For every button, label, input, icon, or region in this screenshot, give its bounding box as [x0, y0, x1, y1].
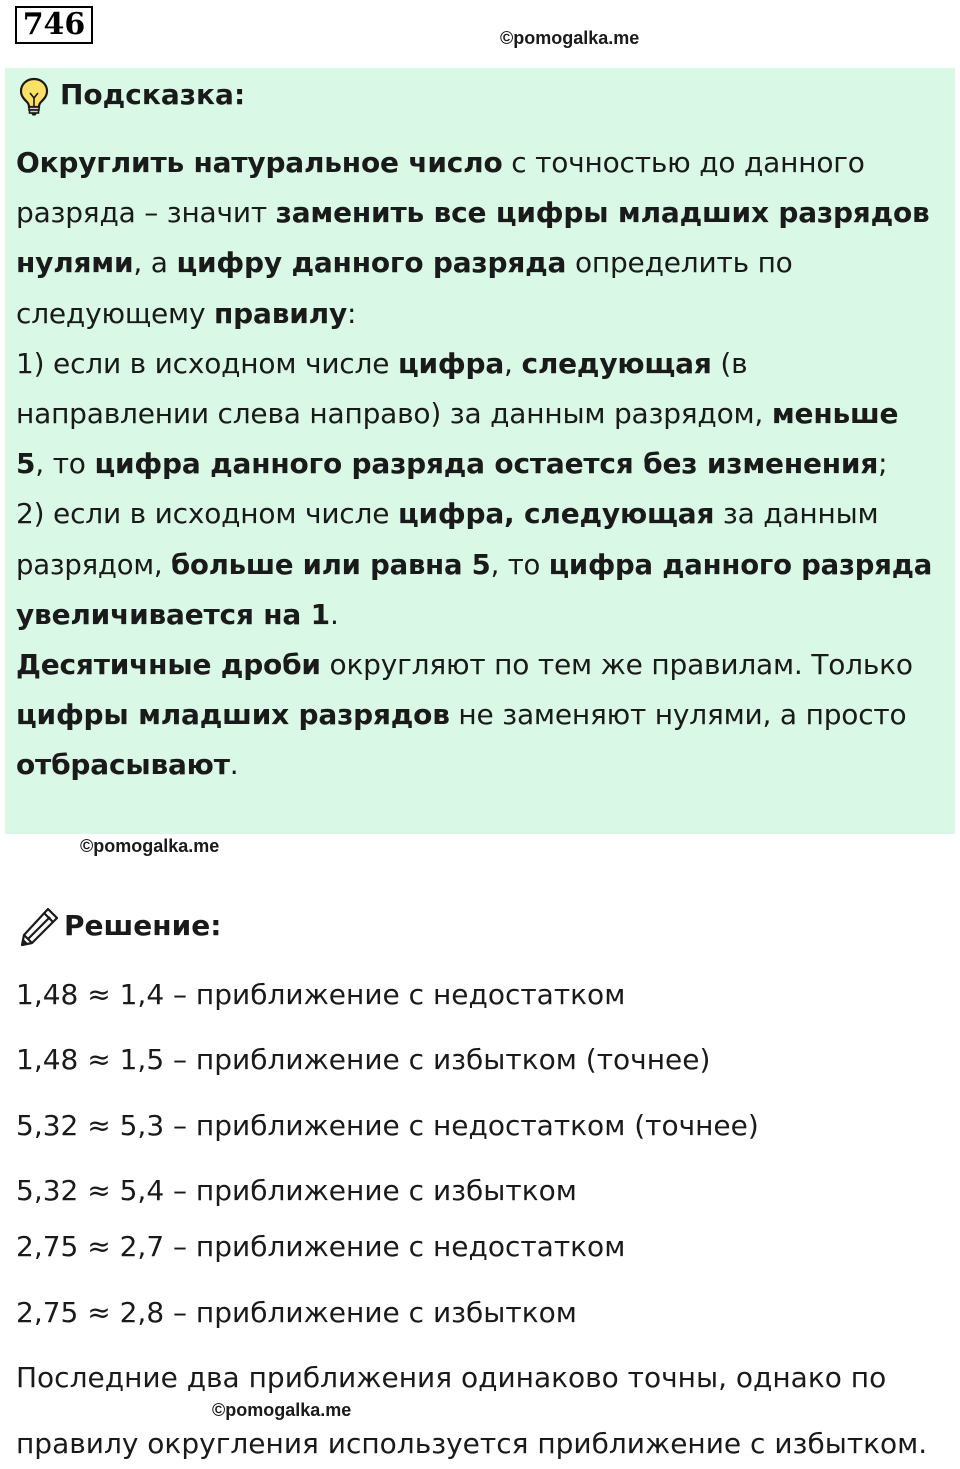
hint-line — [16, 540, 942, 590]
bold-text: меньше — [771, 396, 899, 430]
solution-line: 2,75 ≈ 2,7 – приближение с недостатком — [16, 1230, 626, 1263]
hint-text — [16, 138, 942, 790]
text: , то — [490, 548, 549, 581]
bold-text: следующая — [521, 346, 712, 380]
solution-line: 2,75 ≈ 2,8 – приближение с избытком — [16, 1296, 577, 1329]
text: разрядом, — [16, 548, 171, 581]
bold-text: правилу — [214, 296, 347, 330]
text: . — [329, 597, 339, 631]
bold-text: цифру данного разряда — [176, 246, 567, 280]
solution-line: 5,32 ≈ 5,3 – приближение с недостатком (точнее) — [16, 1109, 759, 1142]
bold-text: заменить все цифры младших разрядов — [275, 196, 930, 230]
bold-text: нулями — [16, 246, 134, 280]
conclusion-line: Последние два приближения одинаково точны, однако по — [16, 1361, 887, 1394]
bold-text: больше или равна 5 — [171, 548, 491, 581]
watermark-bottom: ©pomogalka.me — [212, 1400, 352, 1420]
bold-text: цифры младших разрядов — [16, 698, 450, 732]
hint-line — [16, 389, 942, 439]
hint-line — [16, 489, 942, 539]
hint-title: Подсказка: — [60, 78, 246, 111]
text: определить по — [566, 246, 793, 280]
solution-line: 1,48 ≈ 1,4 – приближение с недостатком — [16, 978, 626, 1011]
bold-text: цифра, следующая — [397, 497, 715, 531]
hint-line — [16, 339, 942, 389]
lightbulb-icon — [17, 76, 51, 116]
bold-text: увеличивается на 1 — [16, 597, 330, 631]
bold-text: цифра — [397, 346, 505, 380]
watermark-top: ©pomogalka.me — [500, 28, 640, 48]
text: направлении слева направо) за данным разрядом, — [16, 396, 772, 430]
text: 2) если в исходном числе — [16, 497, 398, 531]
text: за данным — [714, 497, 879, 531]
text: ; — [878, 447, 888, 481]
text: , то — [35, 447, 95, 481]
hint-line — [16, 238, 942, 288]
text: , — [504, 346, 522, 380]
hint-line — [16, 640, 942, 690]
bold-text: цифра данного разряда — [548, 548, 933, 581]
solution-title: Решение: — [64, 909, 222, 942]
solution-line: 1,48 ≈ 1,5 – приближение с избытком (точнее) — [16, 1043, 711, 1076]
hint-line — [16, 439, 942, 489]
solution-line: 5,32 ≈ 5,4 – приближение с избытком — [16, 1174, 577, 1207]
bold-text: цифра данного разряда остается без изменения — [94, 447, 879, 481]
text: 1) если в исходном числе — [16, 346, 398, 380]
bold-text: Десятичные дроби — [16, 647, 321, 681]
hint-line — [16, 188, 942, 238]
hint-line — [16, 740, 942, 790]
hint-line — [16, 138, 942, 188]
conclusion-line: правилу округления используется приближение с избытком. — [16, 1427, 928, 1460]
watermark-middle: ©pomogalka.me — [80, 836, 220, 856]
text: (в — [711, 346, 748, 380]
text: округляют по тем же правилам. Только — [320, 647, 913, 681]
text: разряда – значит — [16, 196, 276, 230]
text: не заменяют нулями, а просто — [449, 698, 907, 732]
task-number: 746 — [15, 6, 93, 44]
hint-line — [16, 590, 942, 640]
text: : — [347, 296, 357, 330]
text: . — [229, 748, 239, 782]
bold-text: отбрасывают — [16, 748, 230, 782]
text: , а — [133, 246, 177, 280]
bold-text: 5 — [16, 447, 36, 481]
hint-line — [16, 289, 942, 339]
bold-text: Округлить натуральное число — [16, 146, 503, 179]
hint-line — [16, 690, 942, 740]
pencil-icon — [18, 906, 60, 948]
text: следующему — [16, 296, 215, 330]
text: с точностью до данного — [502, 146, 865, 179]
